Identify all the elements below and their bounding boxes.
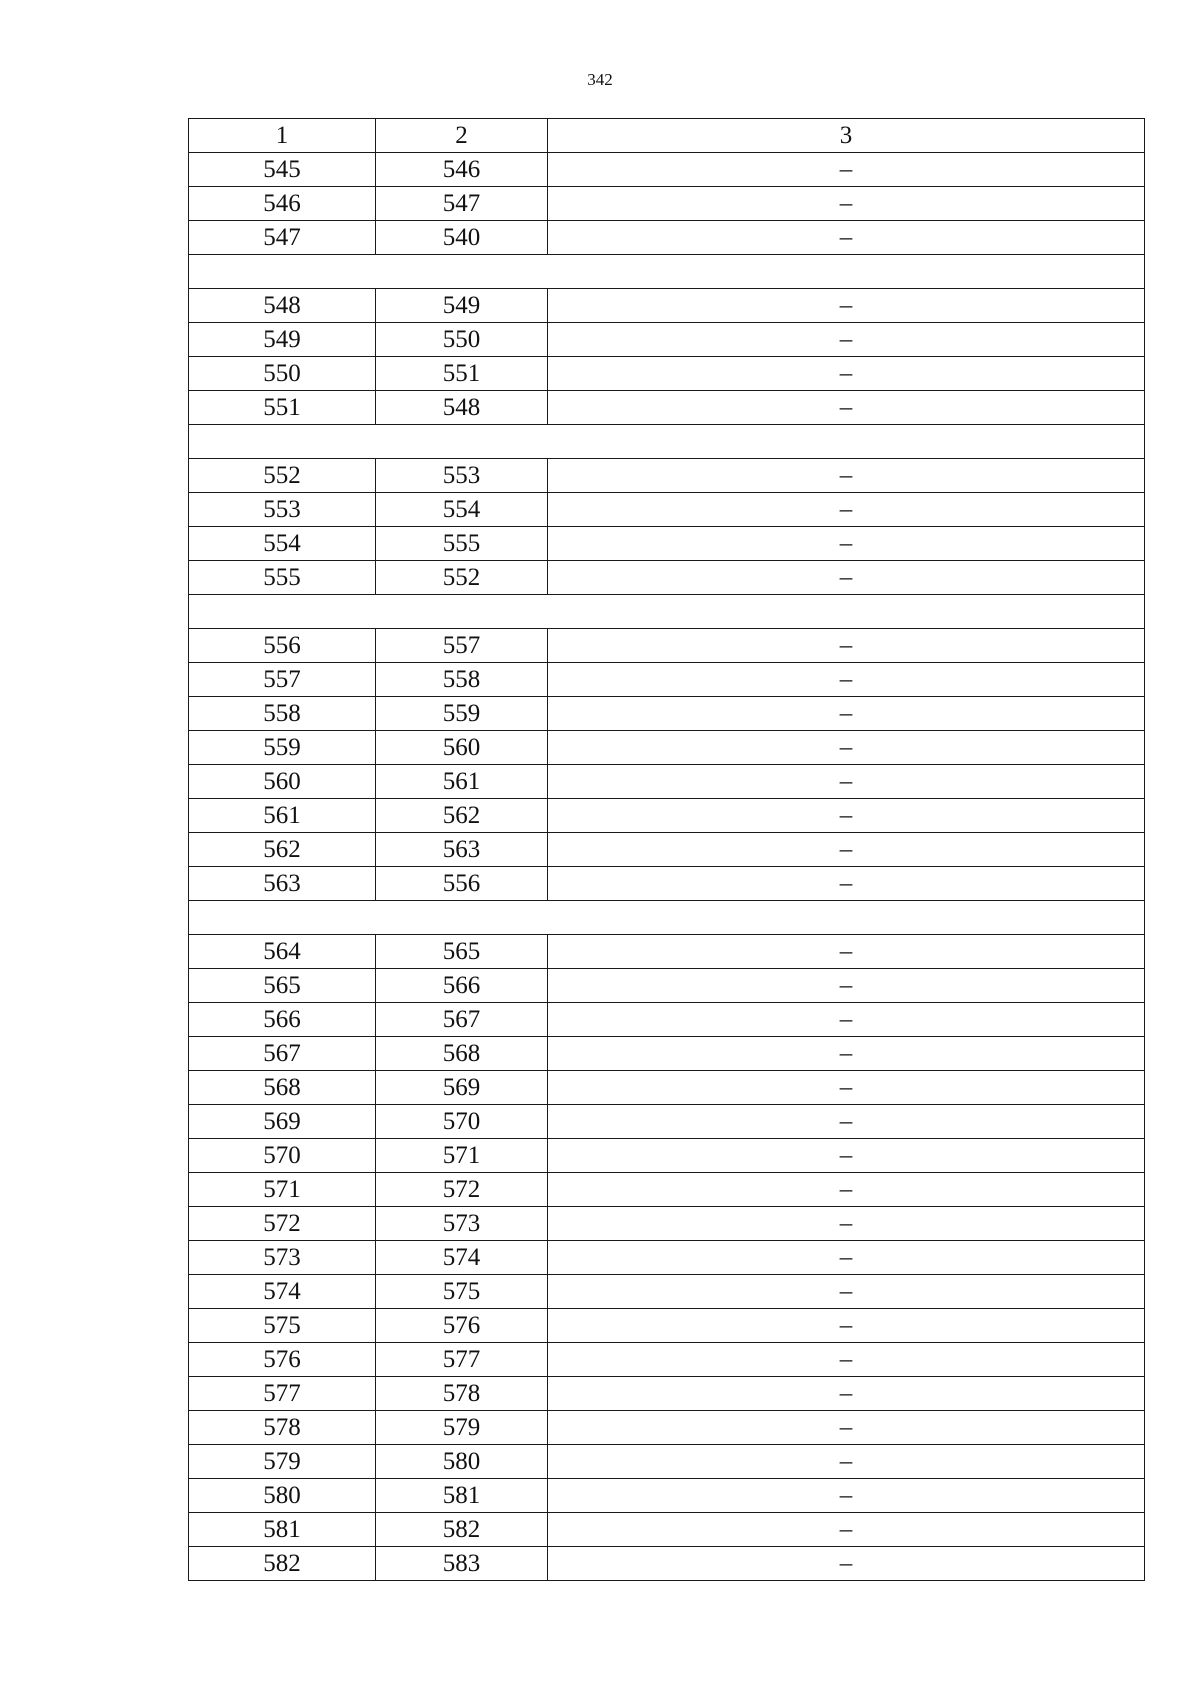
dash-mark: – [839,1346,853,1373]
cell-col1: 559 [189,731,376,765]
cell-col1: 546 [189,187,376,221]
table-row [189,1173,1145,1207]
group-separator-cell [189,901,1145,935]
table-row [189,1343,1145,1377]
table-body [189,153,1145,1581]
cell-col2: 582 [376,1513,548,1547]
cell-col1: 564 [189,935,376,969]
cell-col3 [548,1377,1145,1411]
dash-mark: – [839,938,853,965]
cell-col3 [548,1479,1145,1513]
group-separator-row [189,425,1145,459]
cell-col1: 549 [189,323,376,357]
data-table [188,118,1145,1581]
table-row [189,1275,1145,1309]
cell-col1: 574 [189,1275,376,1309]
cell-col3 [548,1411,1145,1445]
table-row [189,1139,1145,1173]
cell-col1: 558 [189,697,376,731]
cell-col2: 546 [376,153,548,187]
column-header-3: 3 [548,119,1145,153]
cell-col3 [548,1037,1145,1071]
dash-mark: – [839,802,853,829]
dash-mark: – [839,190,853,217]
cell-col2: 570 [376,1105,548,1139]
dash-mark: – [839,496,853,523]
cell-col2: 560 [376,731,548,765]
cell-col2: 583 [376,1547,548,1581]
cell-col2: 573 [376,1207,548,1241]
table-row [189,459,1145,493]
cell-col1: 573 [189,1241,376,1275]
cell-col2: 577 [376,1343,548,1377]
dash-mark: – [839,224,853,251]
cell-col2: 581 [376,1479,548,1513]
table-header-row [189,119,1145,153]
group-separator-cell [189,255,1145,289]
dash-mark: – [839,632,853,659]
cell-col1: 545 [189,153,376,187]
table-row [189,1479,1145,1513]
cell-col3 [548,459,1145,493]
table-row [189,935,1145,969]
cell-col3 [548,1003,1145,1037]
group-separator-row [189,595,1145,629]
cell-col2: 555 [376,527,548,561]
dash-mark: – [839,666,853,693]
table-row [189,629,1145,663]
dash-mark: – [839,734,853,761]
cell-col2: 554 [376,493,548,527]
dash-mark: – [839,564,853,591]
cell-col3 [548,663,1145,697]
table-row [189,493,1145,527]
group-separator-cell [189,595,1145,629]
cell-col2: 571 [376,1139,548,1173]
dash-mark: – [839,530,853,557]
cell-col1: 580 [189,1479,376,1513]
cell-col3 [548,357,1145,391]
dash-mark: – [839,292,853,319]
group-separator-cell [189,425,1145,459]
cell-col3 [548,629,1145,663]
cell-col3 [548,765,1145,799]
cell-col2: 549 [376,289,548,323]
cell-col2: 579 [376,1411,548,1445]
cell-col2: 550 [376,323,548,357]
table-row [189,1445,1145,1479]
dash-mark: – [839,700,853,727]
table-row [189,867,1145,901]
cell-col1: 578 [189,1411,376,1445]
dash-mark: – [839,1550,853,1577]
cell-col2: 556 [376,867,548,901]
dash-mark: – [839,1448,853,1475]
dash-mark: – [839,870,853,897]
cell-col3 [548,527,1145,561]
cell-col3 [548,697,1145,731]
dash-mark: – [839,1074,853,1101]
cell-col2: 548 [376,391,548,425]
dash-mark: – [839,1244,853,1271]
column-header-1: 1 [189,119,376,153]
cell-col2: 565 [376,935,548,969]
cell-col3 [548,391,1145,425]
cell-col2: 575 [376,1275,548,1309]
cell-col3 [548,1343,1145,1377]
cell-col1: 566 [189,1003,376,1037]
cell-col1: 550 [189,357,376,391]
cell-col3 [548,1547,1145,1581]
dash-mark: – [839,156,853,183]
dash-mark: – [839,1414,853,1441]
table-row [189,289,1145,323]
cell-col1: 556 [189,629,376,663]
cell-col3 [548,187,1145,221]
dash-mark: – [839,1006,853,1033]
table-row [189,1003,1145,1037]
cell-col1: 582 [189,1547,376,1581]
cell-col2: 558 [376,663,548,697]
cell-col1: 571 [189,1173,376,1207]
cell-col1: 551 [189,391,376,425]
table-row [189,1309,1145,1343]
cell-col2: 559 [376,697,548,731]
cell-col3 [548,1241,1145,1275]
table-row [189,221,1145,255]
cell-col3 [548,1173,1145,1207]
table-row [189,323,1145,357]
cell-col1: 575 [189,1309,376,1343]
cell-col1: 579 [189,1445,376,1479]
cell-col3 [548,1445,1145,1479]
cell-col2: 562 [376,799,548,833]
cell-col2: 574 [376,1241,548,1275]
dash-mark: – [839,1210,853,1237]
cell-col3 [548,833,1145,867]
table-row [189,187,1145,221]
table-row [189,1513,1145,1547]
cell-col1: 547 [189,221,376,255]
table-row [189,1105,1145,1139]
dash-mark: – [839,1516,853,1543]
cell-col2: 569 [376,1071,548,1105]
column-header-2: 2 [376,119,548,153]
cell-col2: 567 [376,1003,548,1037]
cell-col1: 552 [189,459,376,493]
cell-col1: 563 [189,867,376,901]
dash-mark: – [839,1380,853,1407]
cell-col3 [548,731,1145,765]
table-row [189,1411,1145,1445]
cell-col3 [548,289,1145,323]
cell-col2: 553 [376,459,548,493]
table-row [189,663,1145,697]
table-row [189,1071,1145,1105]
cell-col1: 576 [189,1343,376,1377]
table-row [189,833,1145,867]
cell-col3 [548,867,1145,901]
cell-col1: 577 [189,1377,376,1411]
table-row [189,1547,1145,1581]
table-row [189,1377,1145,1411]
cell-col1: 565 [189,969,376,1003]
table-row [189,697,1145,731]
cell-col3 [548,561,1145,595]
table-row [189,1207,1145,1241]
table-row [189,1037,1145,1071]
cell-col2: 540 [376,221,548,255]
cell-col1: 557 [189,663,376,697]
cell-col3 [548,153,1145,187]
cell-col3 [548,1139,1145,1173]
cell-col1: 553 [189,493,376,527]
dash-mark: – [839,1312,853,1339]
cell-col2: 572 [376,1173,548,1207]
dash-mark: – [839,1142,853,1169]
cell-col3 [548,1105,1145,1139]
cell-col2: 580 [376,1445,548,1479]
table-row [189,1241,1145,1275]
cell-col2: 547 [376,187,548,221]
dash-mark: – [839,836,853,863]
dash-mark: – [839,1278,853,1305]
table-row [189,561,1145,595]
dash-mark: – [839,1176,853,1203]
table-row [189,357,1145,391]
table-row [189,153,1145,187]
cell-col2: 578 [376,1377,548,1411]
cell-col1: 572 [189,1207,376,1241]
cell-col3 [548,1207,1145,1241]
cell-col3 [548,1071,1145,1105]
dash-mark: – [839,1482,853,1509]
cell-col1: 560 [189,765,376,799]
group-separator-row [189,901,1145,935]
cell-col3 [548,935,1145,969]
cell-col3 [548,323,1145,357]
cell-col3 [548,799,1145,833]
dash-mark: – [839,768,853,795]
cell-col1: 562 [189,833,376,867]
dash-mark: – [839,1040,853,1067]
dash-mark: – [839,326,853,353]
cell-col2: 566 [376,969,548,1003]
table-row [189,765,1145,799]
cell-col3 [548,1309,1145,1343]
cell-col1: 567 [189,1037,376,1071]
cell-col1: 555 [189,561,376,595]
cell-col3 [548,493,1145,527]
cell-col1: 568 [189,1071,376,1105]
cell-col1: 548 [189,289,376,323]
table-row [189,527,1145,561]
table-row [189,391,1145,425]
cell-col1: 569 [189,1105,376,1139]
cell-col1: 570 [189,1139,376,1173]
cell-col2: 563 [376,833,548,867]
cell-col2: 568 [376,1037,548,1071]
dash-mark: – [839,394,853,421]
cell-col1: 561 [189,799,376,833]
table-row [189,731,1145,765]
cell-col2: 561 [376,765,548,799]
cell-col2: 557 [376,629,548,663]
cell-col1: 581 [189,1513,376,1547]
cell-col3 [548,969,1145,1003]
dash-mark: – [839,462,853,489]
cell-col3 [548,1513,1145,1547]
cell-col2: 551 [376,357,548,391]
cell-col2: 576 [376,1309,548,1343]
group-separator-row [189,255,1145,289]
page-number: 342 [587,70,613,89]
cell-col3 [548,1275,1145,1309]
table-row [189,969,1145,1003]
table-row [189,799,1145,833]
cell-col1: 554 [189,527,376,561]
cell-col2: 552 [376,561,548,595]
dash-mark: – [839,972,853,999]
cell-col3 [548,221,1145,255]
dash-mark: – [839,360,853,387]
dash-mark: – [839,1108,853,1135]
